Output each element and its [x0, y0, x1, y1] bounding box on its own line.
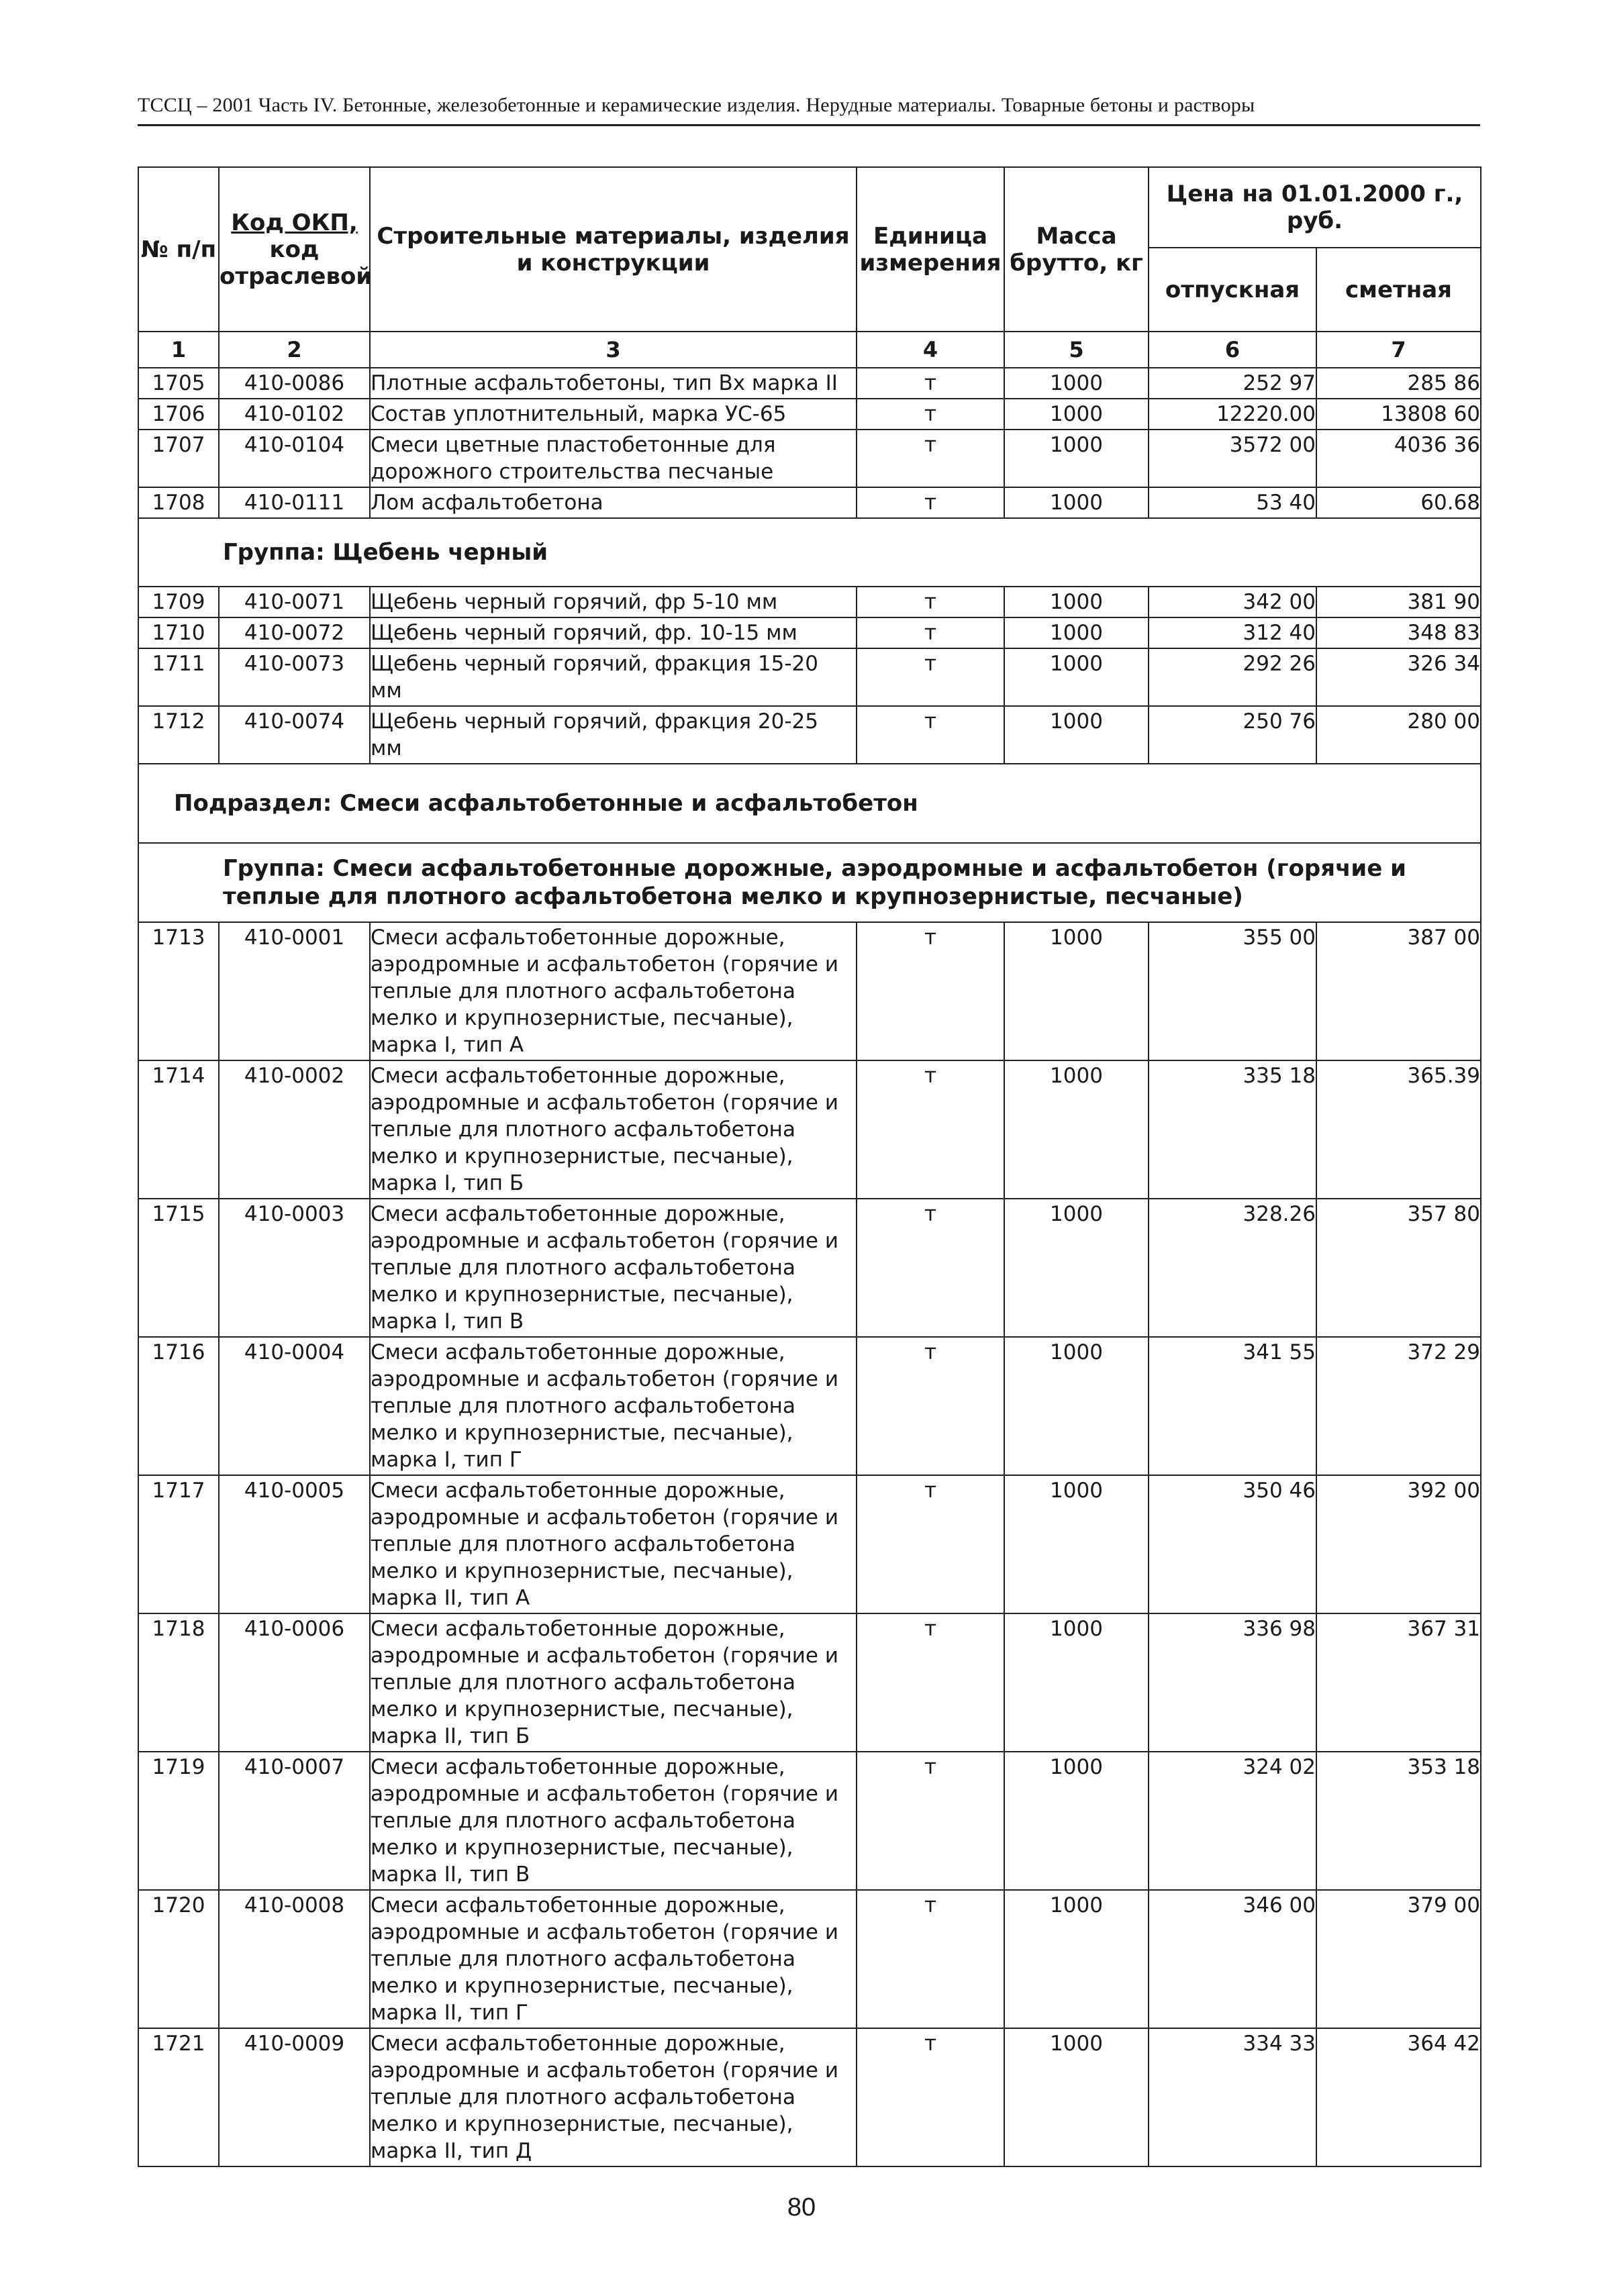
- okp-code: 410-0005: [219, 1475, 370, 1613]
- unit-of-measure: т: [857, 922, 1004, 1060]
- table-body-b: [138, 587, 1481, 764]
- row-number: 1720: [138, 1890, 219, 2028]
- estimate-price: 4036 36: [1316, 430, 1481, 487]
- header-name: Строительные материалы, изделия и конструкции: [370, 167, 857, 332]
- estimate-price: 60.68: [1316, 487, 1481, 518]
- unit-of-measure: т: [857, 617, 1004, 648]
- table-row: [138, 1199, 1481, 1337]
- header-unit: Единица измерения: [857, 167, 1004, 332]
- release-price: 53 40: [1149, 487, 1316, 518]
- material-name: Смеси асфальтобетонные дорожные, аэродромные и асфальтобетон (горячие и теплые для плотного асфальтобетона мелко и крупнозернистые, песчаные), марка I, тип Г: [370, 1337, 857, 1475]
- release-price: 250 76: [1149, 706, 1316, 764]
- column-number: 1: [138, 332, 219, 368]
- material-name: Щебень черный горячий, фр 5-10 мм: [370, 587, 857, 617]
- row-number: 1714: [138, 1060, 219, 1199]
- column-number: 3: [370, 332, 857, 368]
- okp-code: 410-0006: [219, 1613, 370, 1752]
- row-number: 1712: [138, 706, 219, 764]
- table-row: [138, 1337, 1481, 1475]
- unit-of-measure: т: [857, 1752, 1004, 1890]
- estimate-price: 13808 60: [1316, 399, 1481, 430]
- estimate-price: 364 42: [1316, 2028, 1481, 2166]
- okp-code: 410-0003: [219, 1199, 370, 1337]
- gross-mass: 1000: [1004, 706, 1149, 764]
- header-okp-code-rest: код отраслевой: [220, 236, 373, 290]
- row-number: 1710: [138, 617, 219, 648]
- unit-of-measure: т: [857, 368, 1004, 399]
- estimate-price: 348 83: [1316, 617, 1481, 648]
- gross-mass: 1000: [1004, 368, 1149, 399]
- okp-code: 410-0008: [219, 1890, 370, 2028]
- row-number: 1721: [138, 2028, 219, 2166]
- table-row: [138, 2028, 1481, 2166]
- column-number: 2: [219, 332, 370, 368]
- material-name: Смеси асфальтобетонные дорожные, аэродромные и асфальтобетон (горячие и теплые для плотного асфальтобетона мелко и крупнозернистые, песчаные), марка II, тип Д: [370, 2028, 857, 2166]
- header-price-estimate: сметная: [1316, 248, 1481, 332]
- gross-mass: 1000: [1004, 399, 1149, 430]
- row-number: 1713: [138, 922, 219, 1060]
- table-row: [138, 1613, 1481, 1752]
- table-row: [138, 1475, 1481, 1613]
- material-name: Щебень черный горячий, фракция 15-20 мм: [370, 648, 857, 706]
- gross-mass: 1000: [1004, 922, 1149, 1060]
- okp-code: 410-0111: [219, 487, 370, 518]
- material-name: Смеси асфальтобетонные дорожные, аэродромные и асфальтобетон (горячие и теплые для плотного асфальтобетона мелко и крупнозернистые, песчаные), марка I, тип В: [370, 1199, 857, 1337]
- okp-code: 410-0009: [219, 2028, 370, 2166]
- material-name: Смеси асфальтобетонные дорожные, аэродромные и асфальтобетон (горячие и теплые для плотного асфальтобетона мелко и крупнозернистые, песчаные), марка I, тип А: [370, 922, 857, 1060]
- okp-code: 410-0007: [219, 1752, 370, 1890]
- material-name: Смеси асфальтобетонные дорожные, аэродромные и асфальтобетон (горячие и теплые для плотного асфальтобетона мелко и крупнозернистые, песчаные), марка II, тип А: [370, 1475, 857, 1613]
- unit-of-measure: т: [857, 1060, 1004, 1199]
- row-number: 1706: [138, 399, 219, 430]
- table-row: [138, 587, 1481, 617]
- gross-mass: 1000: [1004, 1060, 1149, 1199]
- row-number: 1719: [138, 1752, 219, 1890]
- material-name: Смеси асфальтобетонные дорожные, аэродромные и асфальтобетон (горячие и теплые для плотного асфальтобетона мелко и крупнозернистые, песчаные), марка I, тип Б: [370, 1060, 857, 1199]
- release-price: 3572 00: [1149, 430, 1316, 487]
- material-name: Смеси асфальтобетонные дорожные, аэродромные и асфальтобетон (горячие и теплые для плотного асфальтобетона мелко и крупнозернистые, песчаные), марка II, тип Б: [370, 1613, 857, 1752]
- table-row: [138, 648, 1481, 706]
- header-mass: Масса брутто, кг: [1004, 167, 1149, 332]
- okp-code: 410-0002: [219, 1060, 370, 1199]
- column-number: 5: [1004, 332, 1149, 368]
- okp-code: 410-0104: [219, 430, 370, 487]
- column-number: 6: [1149, 332, 1316, 368]
- okp-code: 410-0001: [219, 922, 370, 1060]
- unit-of-measure: т: [857, 1890, 1004, 2028]
- gross-mass: 1000: [1004, 487, 1149, 518]
- unit-of-measure: т: [857, 1337, 1004, 1475]
- unit-of-measure: т: [857, 587, 1004, 617]
- estimate-price: 387 00: [1316, 922, 1481, 1060]
- material-name: Смеси цветные пластобетонные для дорожного строительства песчаные: [370, 430, 857, 487]
- row-number: 1705: [138, 368, 219, 399]
- estimate-price: 379 00: [1316, 1890, 1481, 2028]
- release-price: 252 97: [1149, 368, 1316, 399]
- table-row: [138, 487, 1481, 518]
- unit-of-measure: т: [857, 1613, 1004, 1752]
- estimate-price: 392 00: [1316, 1475, 1481, 1613]
- unit-of-measure: т: [857, 399, 1004, 430]
- table-row: [138, 430, 1481, 487]
- table-row: [138, 368, 1481, 399]
- okp-code: 410-0074: [219, 706, 370, 764]
- row-number: 1718: [138, 1613, 219, 1752]
- unit-of-measure: т: [857, 706, 1004, 764]
- group-heading-crushed-stone: Группа: Щебень черный: [138, 518, 1481, 587]
- release-price: 342 00: [1149, 587, 1316, 617]
- gross-mass: 1000: [1004, 617, 1149, 648]
- material-name: Щебень черный горячий, фр. 10-15 мм: [370, 617, 857, 648]
- release-price: 292 26: [1149, 648, 1316, 706]
- release-price: 324 02: [1149, 1752, 1316, 1890]
- table-row: [138, 617, 1481, 648]
- header-rule: [138, 124, 1480, 126]
- table-body-a: [138, 368, 1481, 518]
- row-number: 1716: [138, 1337, 219, 1475]
- gross-mass: 1000: [1004, 1337, 1149, 1475]
- release-price: 328.26: [1149, 1199, 1316, 1337]
- header-okp-code-label: Код ОКП,: [231, 209, 358, 236]
- table-row: [138, 922, 1481, 1060]
- release-price: 346 00: [1149, 1890, 1316, 2028]
- estimate-price: 285 86: [1316, 368, 1481, 399]
- gross-mass: 1000: [1004, 1613, 1149, 1752]
- running-head: ТССЦ – 2001 Часть IV. Бетонные, железобетонные и керамические изделия. Нерудные материалы. Товарные бетоны и растворы: [138, 94, 1255, 116]
- release-price: 350 46: [1149, 1475, 1316, 1613]
- release-price: 334 33: [1149, 2028, 1316, 2166]
- table-header: [138, 167, 1481, 368]
- material-name: Смеси асфальтобетонные дорожные, аэродромные и асфальтобетон (горячие и теплые для плотного асфальтобетона мелко и крупнозернистые, песчаные), марка II, тип В: [370, 1752, 857, 1890]
- page-number: 80: [787, 2193, 816, 2222]
- okp-code: 410-0102: [219, 399, 370, 430]
- gross-mass: 1000: [1004, 1475, 1149, 1613]
- table-row: [138, 1060, 1481, 1199]
- okp-code: 410-0086: [219, 368, 370, 399]
- header-price: Цена на 01.01.2000 г., руб.: [1149, 167, 1481, 248]
- unit-of-measure: т: [857, 430, 1004, 487]
- estimate-price: 367 31: [1316, 1613, 1481, 1752]
- gross-mass: 1000: [1004, 1199, 1149, 1337]
- header-price-release: отпускная: [1149, 248, 1316, 332]
- group-header-block: [138, 518, 1481, 587]
- group-heading-asphalt-mixes: Группа: Смеси асфальтобетонные дорожные, аэродромные и асфальтобетон (горячие и теплые для плотного асфальтобетона мелко и крупнозернистые, песчаные): [138, 843, 1481, 922]
- okp-code: 410-0073: [219, 648, 370, 706]
- okp-code: 410-0071: [219, 587, 370, 617]
- estimate-price: 326 34: [1316, 648, 1481, 706]
- table-row: [138, 399, 1481, 430]
- table-row: [138, 1752, 1481, 1890]
- estimate-price: 280 00: [1316, 706, 1481, 764]
- estimate-price: 353 18: [1316, 1752, 1481, 1890]
- unit-of-measure: т: [857, 2028, 1004, 2166]
- release-price: 335 18: [1149, 1060, 1316, 1199]
- material-name: Лом асфальтобетона: [370, 487, 857, 518]
- column-number: 7: [1316, 332, 1481, 368]
- gross-mass: 1000: [1004, 1752, 1149, 1890]
- gross-mass: 1000: [1004, 2028, 1149, 2166]
- estimate-price: 357 80: [1316, 1199, 1481, 1337]
- gross-mass: 1000: [1004, 648, 1149, 706]
- row-number: 1707: [138, 430, 219, 487]
- gross-mass: 1000: [1004, 1890, 1149, 2028]
- material-name: Состав уплотнительный, марка УС-65: [370, 399, 857, 430]
- table-row: [138, 706, 1481, 764]
- unit-of-measure: т: [857, 487, 1004, 518]
- gross-mass: 1000: [1004, 430, 1149, 487]
- column-number: 4: [857, 332, 1004, 368]
- release-price: 355 00: [1149, 922, 1316, 1060]
- subsection-block: [138, 764, 1481, 922]
- unit-of-measure: т: [857, 1475, 1004, 1613]
- release-price: 336 98: [1149, 1613, 1316, 1752]
- release-price: 312 40: [1149, 617, 1316, 648]
- material-name: Щебень черный горячий, фракция 20-25 мм: [370, 706, 857, 764]
- subsection-heading: Подраздел: Смеси асфальтобетонные и асфальтобетон: [138, 764, 1481, 843]
- price-table: [138, 166, 1481, 2167]
- material-name: Смеси асфальтобетонные дорожные, аэродромные и асфальтобетон (горячие и теплые для плотного асфальтобетона мелко и крупнозернистые, песчаные), марка II, тип Г: [370, 1890, 857, 2028]
- release-price: 341 55: [1149, 1337, 1316, 1475]
- row-number: 1711: [138, 648, 219, 706]
- material-name: Плотные асфальтобетоны, тип Вх марка II: [370, 368, 857, 399]
- estimate-price: 381 90: [1316, 587, 1481, 617]
- header-okp-code: [219, 167, 373, 332]
- gross-mass: 1000: [1004, 587, 1149, 617]
- table-body-c: [138, 922, 1481, 2166]
- unit-of-measure: т: [857, 648, 1004, 706]
- okp-code: 410-0072: [219, 617, 370, 648]
- table-row: [138, 1890, 1481, 2028]
- column-number-row: [138, 332, 1481, 368]
- row-number: 1717: [138, 1475, 219, 1613]
- estimate-price: 372 29: [1316, 1337, 1481, 1475]
- release-price: 12220.00: [1149, 399, 1316, 430]
- row-number: 1709: [138, 587, 219, 617]
- header-num: № п/п: [138, 167, 219, 332]
- row-number: 1708: [138, 487, 219, 518]
- okp-code: 410-0004: [219, 1337, 370, 1475]
- unit-of-measure: т: [857, 1199, 1004, 1337]
- row-number: 1715: [138, 1199, 219, 1337]
- estimate-price: 365.39: [1316, 1060, 1481, 1199]
